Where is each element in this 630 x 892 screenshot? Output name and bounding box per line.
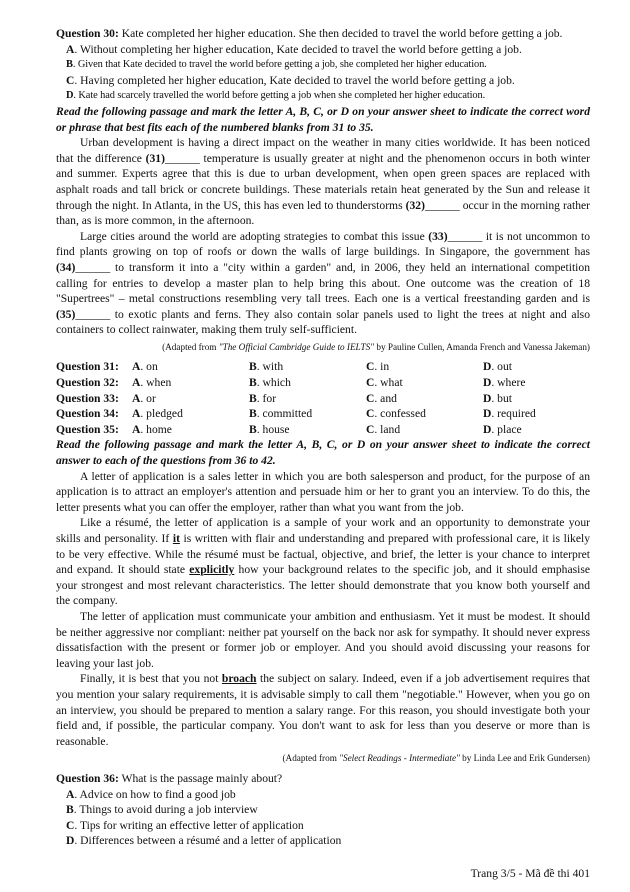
question-stem: What is the passage mainly about?	[118, 771, 283, 785]
answer-c: C. and	[366, 391, 397, 405]
question-label: Question 34:	[56, 407, 119, 421]
answer-text: committed	[262, 407, 313, 421]
option-a	[56, 787, 590, 803]
answer-text: with	[262, 360, 284, 374]
answer-row-31	[56, 359, 590, 375]
option-letter: A	[66, 42, 75, 56]
underlined-word-explicitly: explicitly	[189, 563, 235, 577]
answer-b: B. with	[249, 360, 284, 374]
option-text: . Kate had scarcely travelled the world before getting a job when she completed her higher education.	[73, 90, 486, 102]
answer-d: D. out	[483, 360, 512, 374]
text: Like a résumé, the letter of application is a sample of your work and an opportunity to demonstrate your skills and personality. If	[56, 516, 590, 545]
question-label: Question 31:	[56, 360, 119, 374]
instruction-31-35: Read the following passage and mark the letter A, B, C, or D on your answer sheet to indicate the correct word or phrase that best fits each of the numbered blanks from 31 to 35.	[56, 104, 590, 134]
text: Finally, it is best that you not	[80, 672, 222, 686]
option-letter: D	[66, 834, 75, 848]
blank-31: (31)	[145, 151, 165, 165]
answer-row-35	[56, 422, 590, 438]
source-citation-1	[56, 340, 590, 356]
option-text: . Having completed her higher education, Kate decided to travel the world before getting a job.	[74, 73, 515, 87]
answer-text: and	[380, 391, 397, 405]
answer-text: where	[497, 376, 526, 390]
answer-table	[56, 359, 590, 437]
answer-a: A. when	[132, 376, 172, 390]
answer-a: A. or	[132, 391, 156, 405]
answer-text: in	[380, 360, 390, 374]
answer-text: house	[262, 422, 290, 436]
option-c	[56, 818, 590, 834]
answer-text: required	[497, 407, 536, 421]
answer-d: D. place	[483, 422, 522, 436]
question-label: Question 33:	[56, 391, 119, 405]
answer-text: home	[146, 422, 172, 436]
question-label: Question 35:	[56, 422, 119, 436]
answer-text: but	[497, 391, 512, 405]
question-36	[56, 771, 590, 787]
instruction-36-42: Read the following passage and mark the letter A, B, C, or D on your answer sheet to indicate the correct answer to each of the questions from 36 to 42.	[56, 438, 590, 468]
answer-b: B. which	[249, 376, 291, 390]
option-b	[56, 802, 590, 818]
question-label: Question 32:	[56, 376, 119, 390]
option-text: . Tips for writing an effective letter of application	[74, 818, 304, 832]
source-prefix: (Adapted from	[162, 341, 219, 352]
option-a	[56, 42, 590, 58]
option-letter: B	[66, 59, 73, 71]
answer-d: D. required	[483, 407, 536, 421]
option-d	[56, 88, 590, 104]
answer-row-32	[56, 375, 590, 391]
answer-c: C. confessed	[366, 407, 426, 421]
passage2-paragraph-4	[56, 671, 590, 749]
underlined-word-it: it	[172, 532, 180, 545]
answer-text: confessed	[380, 407, 426, 421]
text: ______ to exotic plants and ferns. They also contain solar panels used to light the trees at night and also containers to collect rainwater, making them truly self-sufficient.	[56, 307, 590, 337]
text: ______ to transform it into a "city within a garden" and, in 2006, they held an international competition calling for entries to develop a master plan to help bring this about. One outcome was the creation of 18 "Supertrees" – metal constructions resembling very tall trees. Each one is a vertical freestanding garden and is	[56, 260, 590, 306]
answer-d: D. but	[483, 391, 512, 405]
answer-text: which	[262, 376, 291, 390]
answer-row-34	[56, 406, 590, 422]
answer-text: or	[146, 391, 156, 405]
text: how your background relates to the specific job, and it should emphasise your strongest and most relevant characteristics. The letter should demonstrate that you know both yourself and the company.	[56, 563, 590, 608]
option-letter: B	[66, 803, 74, 817]
answer-d: D. where	[483, 376, 526, 390]
answer-c: C. in	[366, 360, 390, 374]
passage1-paragraph-2	[56, 229, 590, 338]
answer-b: B. house	[249, 422, 290, 436]
blank-32: (32)	[405, 198, 425, 212]
option-text: . Advice on how to find a good job	[74, 787, 236, 801]
answer-text: for	[262, 391, 277, 405]
answer-a: A. on	[132, 360, 158, 374]
text: Large cities around the world are adopting strategies to combat this issue	[80, 229, 429, 243]
answer-text: on	[146, 360, 158, 374]
text: ______ occur in the morning rather than, as is more common, in the afternoon.	[56, 198, 590, 228]
option-text: . Things to avoid during a job interview	[73, 803, 258, 817]
option-letter: C	[66, 818, 75, 832]
option-letter: C	[66, 73, 75, 87]
answer-c: C. land	[366, 422, 401, 436]
question-30	[56, 26, 590, 42]
text: ______ it is not uncommon to find plants growing on top of roofs or down the walls of large buildings. In Singapore, the government has	[56, 229, 590, 259]
answer-text: place	[497, 422, 522, 436]
source-title: "The Official Cambridge Guide to IELTS"	[218, 341, 375, 352]
option-c	[56, 73, 590, 89]
text: the subject on salary. Indeed, even if a job advertisement requires that you mention your salary requirements, it is advisable simply to call them "negotiable." However, when you go on an interview, you should be prepared to mention a salary range. For this reason, you should investigate both your field and, if possible, the particular company. You don't want to ask for less than you deserve or more than is reasonable.	[56, 672, 590, 748]
answer-text: when	[146, 376, 172, 390]
answer-b: B. for	[249, 391, 277, 405]
answer-text: pledged	[146, 407, 183, 421]
text: Urban development is having a direct impact on the weather in many cities worldwide. It has been noticed that the difference	[56, 136, 590, 165]
option-b	[56, 57, 590, 73]
underlined-word-broach: broach	[221, 672, 257, 686]
source-citation-2	[56, 751, 590, 767]
passage1-paragraph-1	[56, 135, 590, 229]
option-text: . Differences between a résumé and a letter of application	[74, 834, 342, 848]
option-d	[56, 833, 590, 849]
blank-34: (34)	[56, 260, 76, 274]
source-authors: by Linda Lee and Erik Gundersen)	[459, 753, 590, 764]
option-letter: A	[66, 787, 75, 801]
page-footer: Trang 3/5 - Mã đề thi 401	[470, 867, 590, 880]
answer-text: land	[380, 422, 401, 436]
question-stem: Kate completed her higher education. She then decided to travel the world before getting a job.	[118, 27, 563, 40]
source-title: "Select Readings - Intermediate"	[339, 753, 460, 764]
blank-33: (33)	[428, 229, 448, 243]
answer-row-33	[56, 391, 590, 407]
option-text: . Without completing her higher education, Kate decided to travel the world before getting a job.	[74, 42, 522, 56]
source-prefix: (Adapted from	[282, 753, 340, 764]
blank-35: (35)	[56, 307, 76, 321]
answer-c: C. what	[366, 376, 403, 390]
answer-text: out	[497, 360, 512, 374]
passage2-paragraph-2	[56, 515, 590, 609]
text: is written with flair and understanding and prepared with professional care, it is likely to be very effective. While the résumé must be factual, objective, and brief, the letter is your chance to interpret and expand. It should state	[56, 532, 591, 577]
passage2-paragraph-3: The letter of application must communicate your ambition and enthusiasm. Yet it must be modest. It should be neither aggressive nor compliant: neither pat yourself on the back nor ask for sympathy. It should never express dissatisfaction with the present or former job or employer. And you should avoid discussing your reasons for leaving your last job.	[56, 609, 590, 670]
question-label: Question 36:	[56, 771, 119, 785]
answer-a: A. home	[132, 422, 172, 436]
text: ______ temperature is usually greater at night and the phenomenon occurs in both winter and summer. Experts agree that this is due to urban development, when open green spaces are replaced with asphalt roads and tall brick or concrete buildings. These materials retain heat generated by the Sun and release it through the night. In Atlanta, in the US, this has even led to thunderstorms	[56, 151, 591, 212]
option-text: . Given that Kate decided to travel the world before getting a job, she completed her higher education.	[72, 59, 487, 71]
option-letter: D	[66, 90, 74, 102]
question-label: Question 30:	[56, 27, 119, 40]
passage2-paragraph-1: A letter of application is a sales letter in which you are both salesperson and product, for the purpose of an application is to attract an employer's attention and persuade him or her to grant you an interview. To do this, the letter presents what you can offer the employer, rather than what you want from the job.	[56, 469, 590, 514]
source-authors: by Pauline Cullen, Amanda French and Vanessa Jakeman)	[374, 341, 590, 352]
answer-b: B. committed	[249, 407, 313, 421]
answer-text: what	[380, 376, 403, 390]
answer-a: A. pledged	[132, 407, 183, 421]
